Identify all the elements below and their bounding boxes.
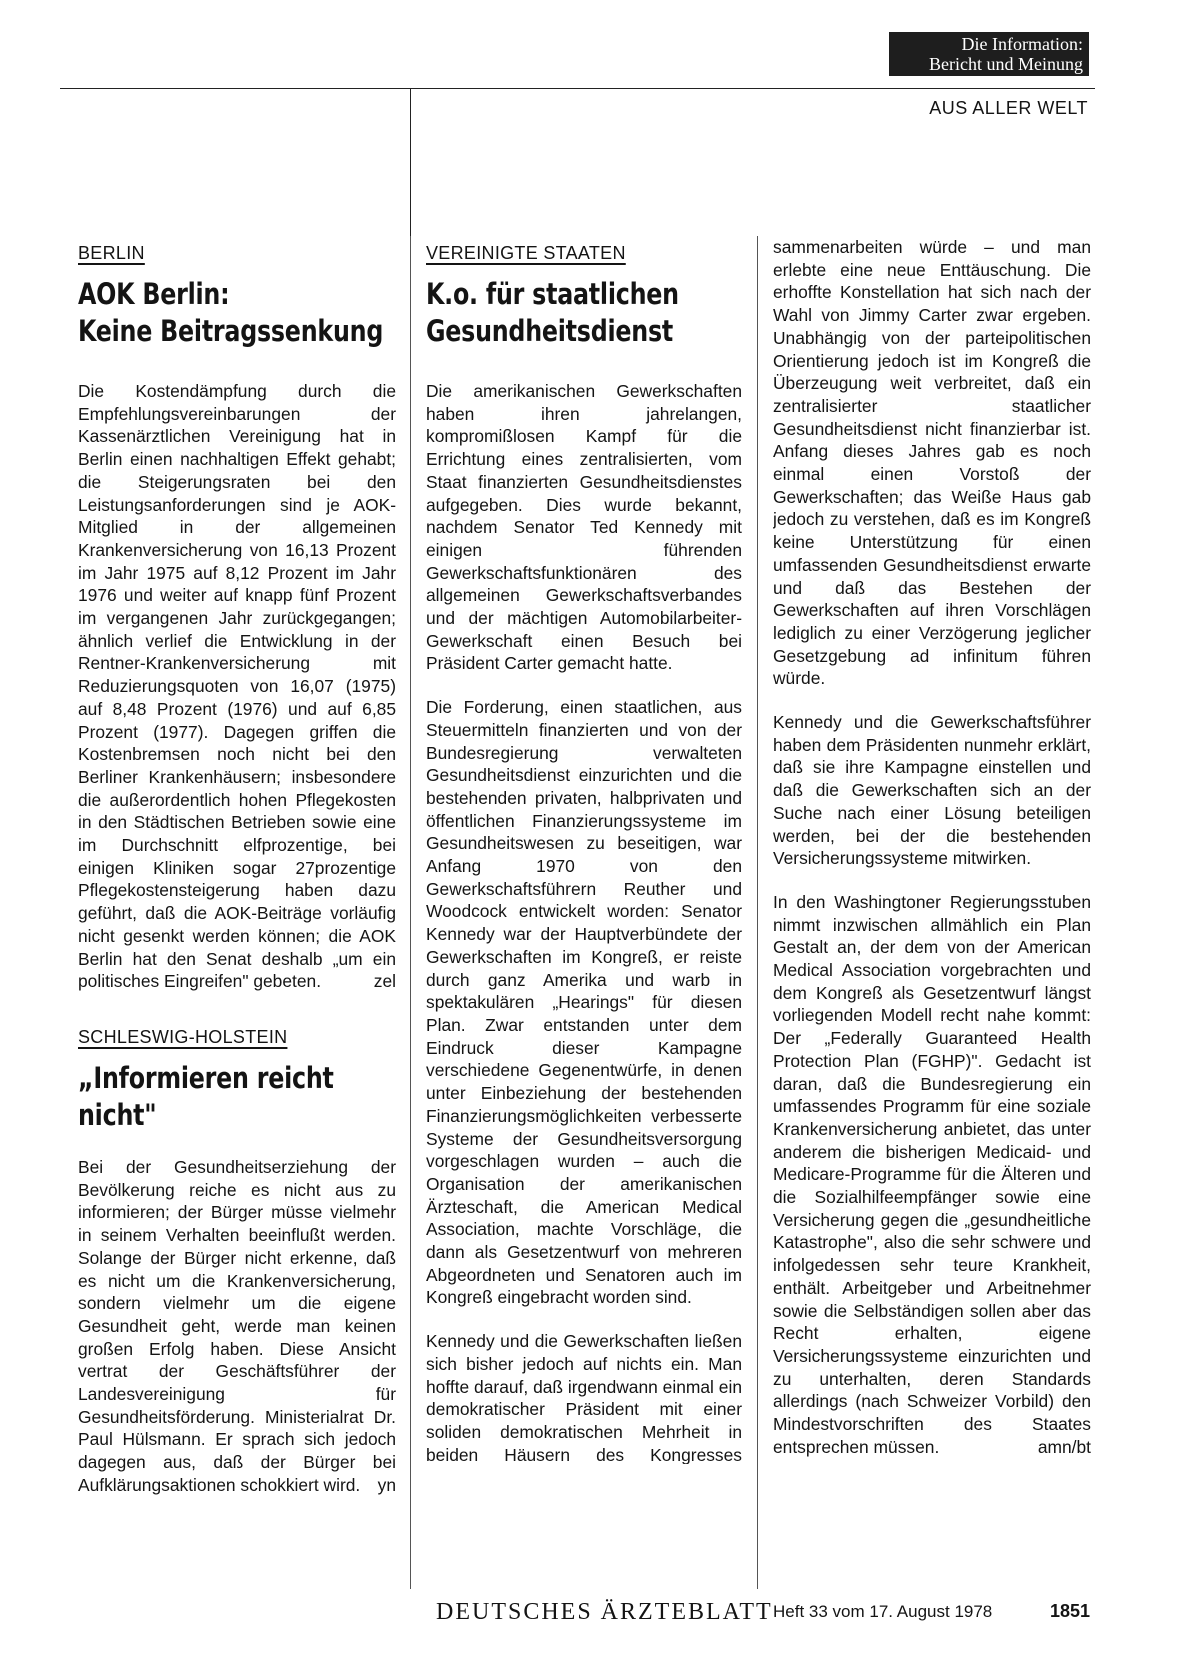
headline-usa: [426, 276, 742, 350]
body-usa-p2: Die Forderung, einen staatlichen, aus Steuermitteln finanzierten und von der Bundesregierung verwalteten Gesundheitsdienst einzurichten und die bestehenden privaten, halbprivaten und öffentlichen Finanzierungssysteme im Gesundheitswesen zu beseitigen, war Anfang 1970 von den Gewerkschaftsführern Reuther und Woodcock entwickelt worden: Senator Kennedy war der Hauptverbündete der Gewerkschaften im Kongreß, er reiste durch ganz Amerika und warb in spektakulären „Hearings" für diesen Plan. Zwar entstanden unter dem Eindruck dieser Kampagne verschiedene Gegenentwürfe, in denen unter Einbeziehung der bestehenden Finanzierungsmöglichkeiten verbesserte Systeme der Gesundheitsversorgung vorgeschlagen wurden – auch die Organisation der amerikanischen Ärzteschaft, die American Medical Association, machte Vorschläge, die dann als Gesetzentwurf von mehreren Abgeordneten und Senatoren auch im Kongreß eingebracht worden sind.: [426, 697, 742, 1308]
article-berlin: [78, 243, 396, 993]
headline-berlin-line2: Keine Beitragssenkung: [78, 314, 384, 348]
body-berlin-text: Die Kostendämpfung durch die Empfehlungsvereinbarungen der Kassenärztlichen Vereinigung hat in Berlin einen nachhaltigen Effekt gehabt; die Steigerungsraten bei den Leistungsanforderungen sind je AOK-Mitglied in der allgemeinen Krankenversicherung von 16,13 Prozent im Jahr 1975 auf 8,12 Prozent im Jahr 1976 und weiter auf knapp fünf Prozent im vergangenen Jahr zurückgegangen; ähnlich verlief die Entwicklung in der Rentner-Krankenversicherung mit Reduzierungsquoten von 16,07 (1975) auf 8,48 Prozent (1976) und auf 6,85 Prozent (1977). Dagegen griffen die Kostenbremsen noch nicht bei den Berliner Krankenhäusern; insbesondere die außerordentlich hohen Pflegekosten in den Städtischen Betrieben sowie eine im Durchschnitt elfprozentige, bei einigen Kliniken sogar 27prozentige Pflegekostensteigerung haben dazu geführt, daß die AOK-Beiträge vorläufig nicht gesenkt werden können; die AOK Berlin hat den Senat deshalb „um ein politisches Eingreifen" gebeten.: [78, 381, 396, 992]
body-usa-p5: [773, 891, 1091, 1459]
headline-berlin: [78, 276, 396, 350]
kicker-usa: VEREINIGTE STAATEN: [426, 243, 626, 263]
body-usa-p5-text: In den Washingtoner Regierungsstuben nimmt inzwischen allmählich ein Plan Gestalt an, der dem von der American Medical Association vorgebrachten und dem Kongreß als Gesetzentwurf längst vorliegenden Modell recht nahe kommt: Der „Federally Guaranteed Health Protection Plan (FGHP)". Gedacht ist daran, daß die Bundesregierung ein umfassendes Programm für eine soziale Krankenversicherung anbietet, das unter anderem die bisherigen Medicaid- und Medicare-Programme für die Älteren und die Sozialhilfeempfänger sowie eine Versicherung gegen die „gesundheitliche Katastrophe", also die sehr schwere und infolgedessen sehr teure Krankheit, enthält. Arbeitgeber und Arbeitnehmer sowie die Selbständigen sollen aber das Recht erhalten, eigene Versicherungssysteme einzurichten und zu unterhalten, deren Standards allerdings (nach Schweizer Vorbild) den Mindestvorschriften des Staates entsprechen müssen.: [773, 891, 1091, 1457]
kicker-schleswig: SCHLESWIG-HOLSTEIN: [78, 1026, 288, 1047]
headline-berlin-line1: AOK Berlin:: [78, 277, 230, 311]
column-2: [426, 243, 742, 1464]
headline-usa-line1: K.o. für staatlichen: [426, 277, 679, 311]
column-1: [78, 243, 396, 1497]
headline-schleswig: „Informieren reicht nicht": [78, 1060, 334, 1132]
column-3: [773, 236, 1091, 1459]
header-badge-line1: Die Information:: [961, 34, 1083, 54]
signature-berlin: zel: [373, 971, 396, 992]
header-column-divider: [410, 88, 411, 236]
section-label: AUS ALLER WELT: [929, 98, 1088, 118]
column-divider-1: [410, 236, 411, 1589]
article-schleswig: [78, 1027, 396, 1497]
body-usa-p1: Die amerikanischen Gewerkschaften haben ihren jahrelangen, kompromißlosen Kampf für die Errichtung eines zentralisierten, vom Staat finanzierten Gesundheitsdienstes aufgegeben. Dies wurde bekannt, nachdem Senator Ted Kennedy mit einigen führenden Gewerkschaftsfunktionären des allgemeinen Gewerkschaftsverbandes und der mächtigen Automobilarbeiter-Gewerkschaft einen Besuch bei Präsident Carter gemacht hatte.: [426, 381, 742, 674]
header-badge: [889, 32, 1089, 76]
column-divider-2: [757, 236, 758, 1589]
signature-schleswig: yn: [377, 1474, 396, 1495]
body-berlin: [78, 380, 396, 993]
body-usa-p3-continued-text: sammenarbeiten würde – und man erlebte eine neue Enttäuschung. Die erhoffte Konstellation hat sich nach der Wahl von Jimmy Carter zwar ergeben. Unabhängig von der parteipolitischen Orientierung jedoch ist im Kongreß die Überzeugung weit verbreitet, daß ein zentralisierter staatlicher Gesundheitsdienst nicht finanzierbar ist. Anfang dieses Jahres gab es noch einmal einen Vorstoß der Gewerkschaften; das Weiße Haus gab jedoch zu verstehen, daß es im Kongreß keine Unterstützung für einen umfassenden Gesundheitsdienst erwarte und daß das Bestehen der Gewerkschaften auf ihren Vorschlägen lediglich zu einer Verzögerung jeglicher Gesetzgebung ad infinitum führen würde.: [773, 237, 1091, 689]
header-rule: [60, 88, 1095, 89]
body-usa-p3-continued: [773, 236, 1091, 690]
footer-page-number: 1851: [1050, 1601, 1091, 1621]
body-schleswig: [78, 1156, 396, 1497]
header-badge-line2: Bericht und Meinung: [929, 54, 1083, 74]
footer-journal-title: DEUTSCHES ÄRZTEBLATT: [436, 1599, 773, 1625]
footer-issue: Heft 33 vom 17. August 1978: [773, 1602, 993, 1621]
body-schleswig-text: Bei der Gesundheitserziehung der Bevölkerung reiche es nicht aus zu informieren; der Bürger müsse vielmehr in seinem Verhalten beeinflußt werden. Solange der Bürger nicht erkenne, daß es nicht um die Krankenversicherung, sondern vielmehr um die eigene Gesundheit geht, werde man keinen großen Erfolg haben. Diese Ansicht vertrat der Geschäftsführer der Landesvereinigung für Gesundheitsförderung. Ministerialrat Dr. Paul Hülsmann. Er sprach sich jedoch dagegen aus, daß der Bürger bei Aufklärungsaktionen schokkiert wird.: [78, 1156, 396, 1495]
body-usa-p4: Kennedy und die Gewerkschaftsführer haben dem Präsidenten nunmehr erklärt, daß sie ihre Kampagne einstellen und daß die Gewerkschaften sich an der Suche nach einer Lösung beteiligen werden, bei der die bestehenden Versicherungssysteme mitwirken.: [773, 712, 1091, 869]
body-usa-p3: Kennedy und die Gewerkschaften ließen sich bisher jedoch auf nichts ein. Man hoffte darauf, daß irgendwann einmal ein demokratischer Präsident mit einer soliden demokratischen Mehrheit in beiden Häusern des Kongresses: [426, 1331, 742, 1465]
headline-usa-line2: Gesundheitsdienst: [426, 314, 673, 348]
kicker-berlin: BERLIN: [78, 243, 145, 263]
signature-usa: amn/bt: [1037, 1436, 1091, 1457]
